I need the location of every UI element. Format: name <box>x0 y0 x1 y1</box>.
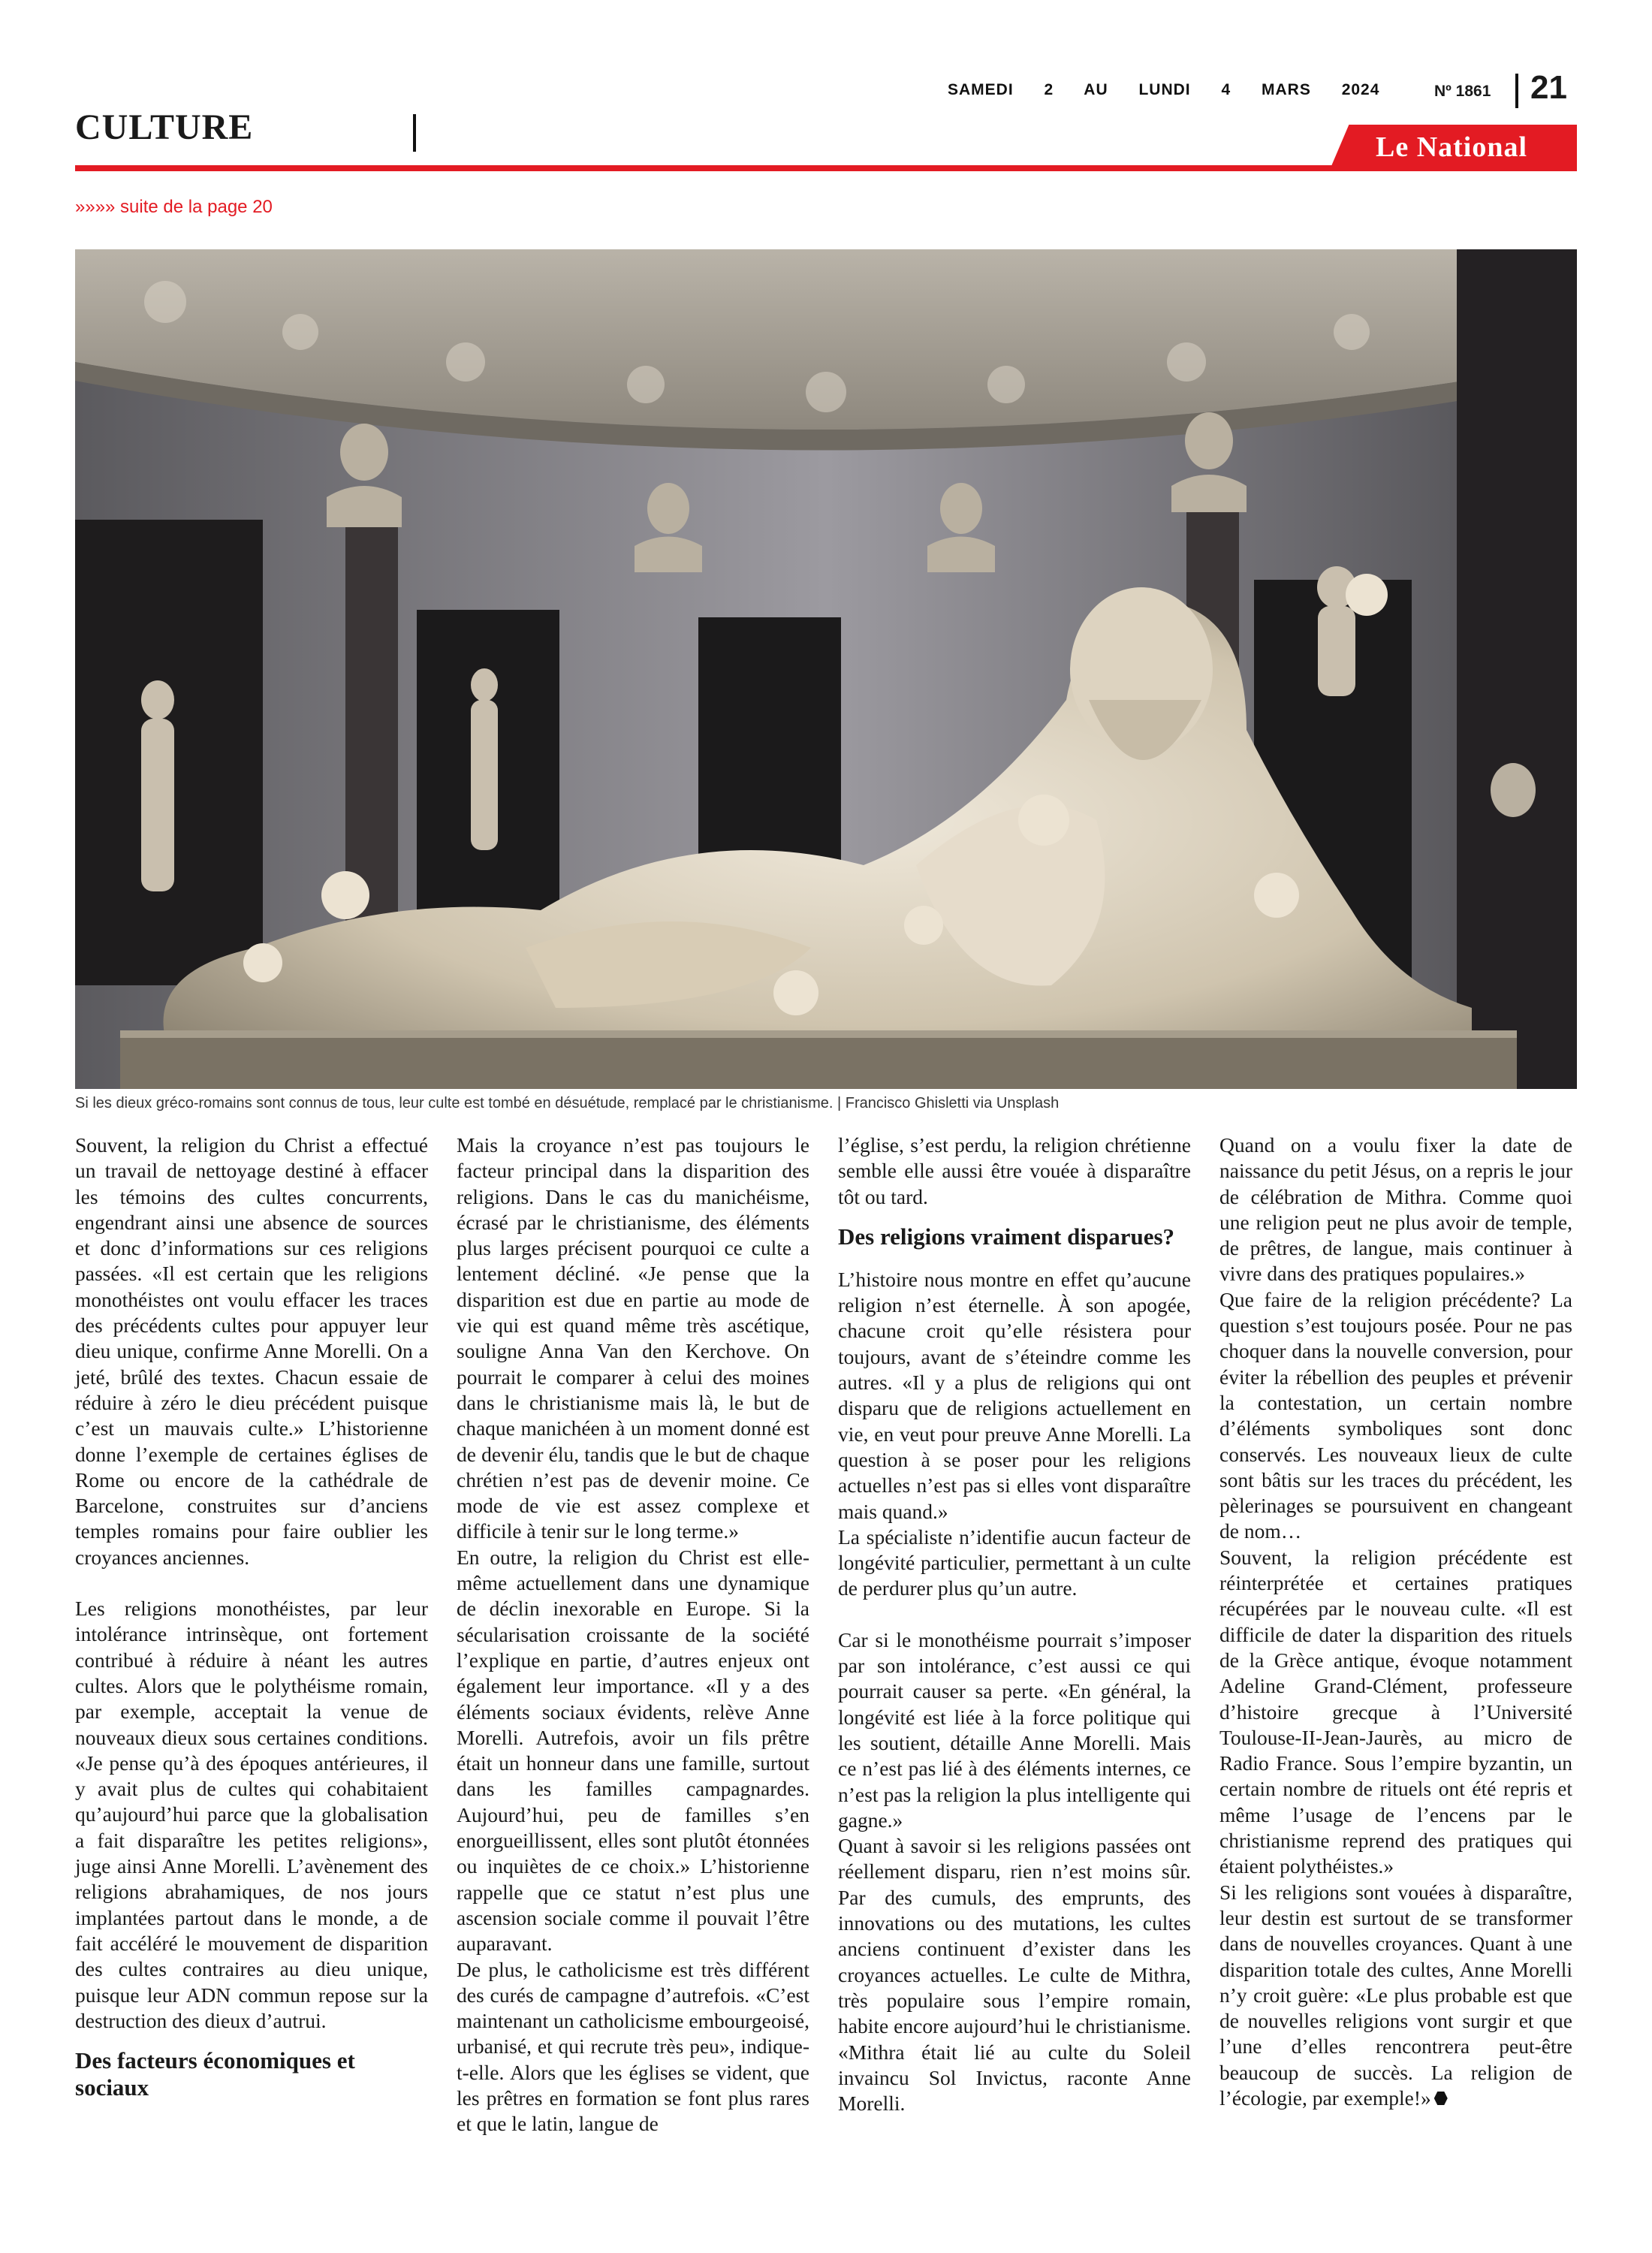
date-day-end: 4 <box>1221 81 1231 98</box>
article-column-3 <box>838 1133 1191 2116</box>
paragraph: Souvent, la religion précédente est réinterprétée et certaines pratiques récupérées par le nouveau culte. «Il est difficile de dater la disparition des rituels de la Grèce antique, évoque notamment Adeline Grand-Clément, professeure d’histoire grecque à l’Université Toulouse-II-Jean-Jaurès, au micro de Radio France. Sous l’empire byzantin, un certain nombre de rituels ont été repris et même l’usage de l’encens par le christianisme reprend des pratiques qui étaient polythéistes.» <box>1219 1545 1572 1878</box>
paragraph: Les religions monothéistes, par leur intolérance intrinsèque, ont fortement contribué à réduire à néant les autres cultes. Alors que le polythéisme romain, par exemple, acceptait la venue de nouveaux dieux sous certaines conditions. «Je pense qu’à des époques antérieures, il y avait plus de cultes qui cohabitaient qu’aujourd’hui parce que la globalisation a fait disparaître les petites religions», juge ainsi Anne Morelli. L’avènement des religions abrahamiques, de nos jours implantées partout dans le monde, a de fait accéléré le mouvement de disparition des cultes contraires au dieu unique, puisque leur ADN commun repose sur la destruction des dieux d’autrui. <box>75 1597 428 2032</box>
article-column-2 <box>457 1133 809 2137</box>
end-of-article-icon <box>1434 2092 1448 2105</box>
paragraph: Souvent, la religion du Christ a effectué un travail de nettoyage destiné à effacer les témoins des cultes concurrents, engendrant ainsi une absence de sources et donc d’informations sur ces religions passées. «Il est certain que les religions monothéistes ont voulu effacer les traces des précédents cultes pour appuyer leur dieu unique, confirme Anne Morelli. On a jeté, brûlé des textes. Chacun essaie de réduire à zéro le dieu précédent puisque c’est un mauvais culte.» L’historienne donne l’exemple de certaines églises de Rome ou encore de la cathédrale de Barcelone, construites sur d’anciens temples romains pour faire oublier les croyances anciennes. <box>75 1133 428 1569</box>
photo-caption: Si les dieux gréco-romains sont connus de tous, leur culte est tombé en désuétude, remplacé par le christianisme. | Francisco Ghisletti via Unsplash <box>75 1095 1060 1111</box>
subheading: Des facteurs économiques et sociaux <box>75 2047 355 2101</box>
page-number: 21 <box>1530 69 1567 106</box>
continuation-note: »»»» suite de la page 20 <box>75 197 273 217</box>
paragraph: Mais la croyance n’est pas toujours le facteur principal dans la disparition des religions. Dans le cas du manichéisme, écrasé par le christianisme, des éléments plus larges précisent pourquoi ce culte a lentement décliné. «Je pense que la disparition est due en partie au mode de vie qui est quand même très ascétique, souligne Anna Van den Kerchove. On pourrait le comparer à celui des moines dans le christianisme mais là, le but de chaque manichéen à un moment donné est de devenir élu, tandis que le but de chaque chrétien n’est pas de devenir moine. Ce mode de vie est assez complexe et difficile à tenir sur le long terme.» <box>457 1133 809 1543</box>
paragraph: De plus, le catholicisme est très différent des curés de campagne d’autrefois. «C’est maintenant un catholicisme embourgeoisé, urbanisé, et qui recrute très peu», indique-t-elle. Alors que les églises se vident, que les prêtres en formation se font plus rares et que le latin, langue de <box>457 1957 809 2136</box>
paragraph: En outre, la religion du Christ est elle-même actuellement dans une dynamique de déclin inexorable en Europe. Si la sécularisation croissante de la société l’explique en partie, d’autres enjeux ont également leur importance. «Il y a des éléments sociaux évidents, relève Anne Morelli. Autrefois, avoir un fils prêtre était un honneur dans une famille, surtout dans les familles campagnardes. Aujourd’hui, peu de familles s’en enorgueillissent, elles sont plutôt étonnées ou inquiètes de ce choix.» L’historienne rappelle que ce statut n’est plus une ascension sociale comme il pouvait l’être auparavant. <box>457 1545 809 1956</box>
article-column-1 <box>75 1133 428 2118</box>
date-connector: AU <box>1084 81 1108 98</box>
date-month: MARS <box>1262 81 1311 98</box>
section-title: CULTURE <box>75 107 254 147</box>
paragraph <box>1219 1880 1572 2112</box>
issue-date <box>948 81 1405 99</box>
paragraph: Quand on a voulu fixer la date de naissance du petit Jésus, on a repris le jour de célébration de Mithra. Comme quoi une religion peut ne plus avoir de temple, de prêtres, de langue, mais continuer à vivre dans des pratiques populaires.» <box>1219 1133 1572 1286</box>
paragraph: Que faire de la religion précédente? La question s’est toujours posée. Pour ne pas choquer dans la nouvelle conversion, pour éviter la rébellion des peuples et prévenir la contestation, un certain nombre d’éléments symboliques sont donc conservés. Les nouveaux lieux de culte sont bâtis sur les traces du précédent, les pèlerinages se poursuivent en changeant de nom… <box>1219 1287 1572 1543</box>
paragraph: La spécialiste n’identifie aucun facteur de longévité particulier, permettant à un culte de perdurer plus qu’un autre. <box>838 1525 1191 1600</box>
header-rule <box>75 165 1577 171</box>
final-paragraph-text: Si les religions sont vouées à disparaître, leur destin est surtout de se transformer dans de nouvelles croyances. Quant à une disparition totale des cultes, Anne Morelli n’y croit guère: «Le plus probable est que de nouvelles religions vont surgir et que l’une d’elles rencontrera peut-être beaucoup de succès. La religion de l’écologie, par exemple!» <box>1219 1880 1572 2110</box>
header-divider <box>1515 74 1518 108</box>
date-weekday-end: LUNDI <box>1138 81 1191 98</box>
date-day-start: 2 <box>1044 81 1054 98</box>
date-weekday-start: SAMEDI <box>948 81 1014 98</box>
article-column-4 <box>1219 1133 1572 2111</box>
sculpture-illustration <box>75 249 1577 1089</box>
publication-name: Le National <box>1376 131 1528 163</box>
section-divider <box>413 114 416 152</box>
paragraph: L’histoire nous montre en effet qu’aucune religion n’est éternelle. À son apogée, chacune croit qu’elle résistera pour toujours, avant de s’éteindre comme les autres. «Il y a plus de religions qui ont disparu que de religions actuellement en vie, en veut pour preuve Anne Morelli. La question à se poser pour les religions actuelles n’est pas si elles vont disparaître mais quand.» <box>838 1267 1191 1523</box>
date-year: 2024 <box>1341 81 1380 98</box>
article-photo <box>75 249 1577 1089</box>
paragraph: Quant à savoir si les religions passées ont réellement disparu, rien n’est moins sûr. Par des cumuls, des emprunts, des innovations ou des mutations, les cultes anciens continuent d’exister dans les croyances actuelles. Le culte de Mithra, très populaire sous l’empire romain, habite encore aujourd’hui le christianisme. «Mithra était lié au culte du Soleil invaincu Sol Invictus, raconte Anne Morelli. <box>838 1834 1191 2116</box>
paragraph: Car si le monothéisme pourrait s’imposer par son intolérance, c’est aussi ce qui pourrait causer sa perte. «En général, la longévité est liée à la force politique qui les soutient, détaille Anne Morelli. Mais ce n’est pas lié à des éléments internes, ce n’est pas la religion la plus intelligente qui gagne.» <box>838 1627 1191 1832</box>
issue-number: Nº 1861 <box>1434 83 1491 100</box>
paragraph: l’église, s’est perdu, la religion chrétienne semble elle aussi être vouée à disparaître tôt ou tard. <box>838 1133 1191 1208</box>
subheading: Des religions vraiment disparues? <box>838 1223 1175 1250</box>
